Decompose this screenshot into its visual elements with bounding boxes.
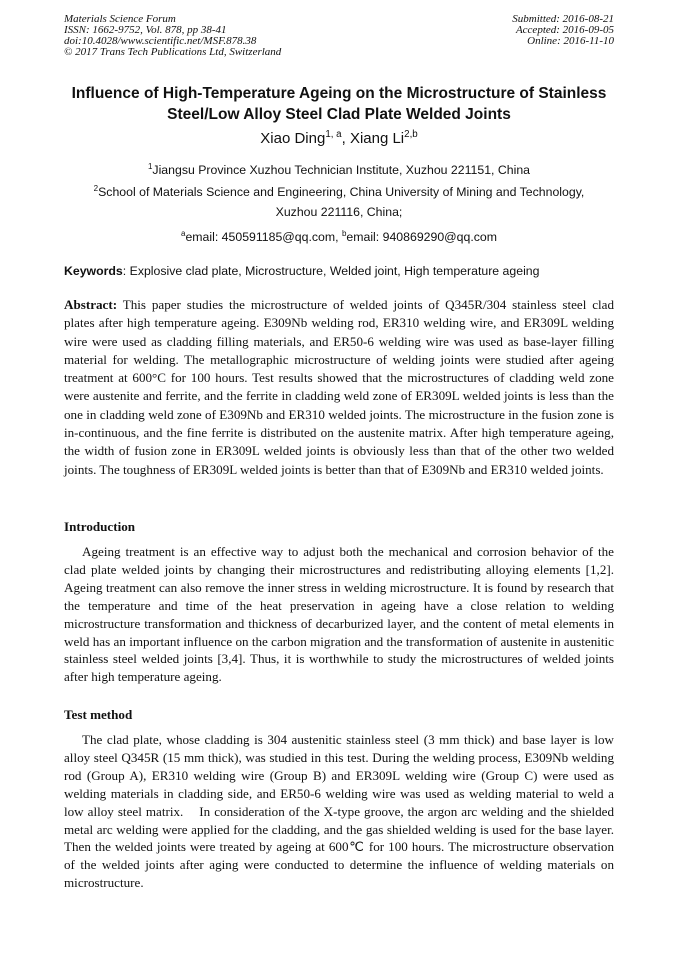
paper-title: Influence of High-Temperature Ageing on the Microstructure of Stainless Steel/Low Alloy Steel Clad Plate Welded Joints xyxy=(71,85,607,123)
email-a: email: 450591185@qq.com, xyxy=(185,230,342,244)
keywords-label: Keywords xyxy=(64,264,123,278)
introduction-paragraph: Ageing treatment is an effective way to adjust both the mechanical and corrosion behavior of the clad plate welded joints by changing their microstructures and redistributing alloying elements [1,2]. Ageing treatment can also remove the inner stress in welding microstructure. It is found by research that the temperature and time of the heat preservation in ageing have a close relation to welding microstructure transformation and thickness of decarburized layer, and the content of metal elements in weld has an important influence on the carbon migration and the transformation of austenite in austenitic stainless steel welded joints [3,4]. Thus, it is worthwhile to study the microstructures of welded joints after high temperature ageing. xyxy=(64,544,614,685)
emails xyxy=(40,227,638,247)
email-superscript: b xyxy=(341,228,347,238)
keywords-text: : Explosive clad plate, Microstructure, Welded joint, High temperature ageing xyxy=(122,264,540,278)
keywords xyxy=(64,264,540,278)
author-superscript: 2,b xyxy=(404,129,418,140)
author-name: Xiao Ding xyxy=(260,130,326,147)
copyright: © 2017 Trans Tech Publications Ltd, Switzerland xyxy=(64,46,282,58)
abstract xyxy=(64,296,614,479)
affiliation-number: 1 xyxy=(147,161,153,171)
email-b: email: 940869290@qq.com xyxy=(346,230,497,244)
affiliation-2 xyxy=(40,182,638,222)
online-date: Online: 2016-11-10 xyxy=(527,35,614,47)
journal-info xyxy=(64,14,281,58)
test-method-paragraph: The clad plate, whose cladding is 304 austenitic stainless steel (3 mm thick) and base layer is low alloy steel Q345R (15 mm thick), was studied in this test. During the welding process, E309Nb welding rod (Group A), ER310 welding wire (Group B) and ER309L welding wire (Group C) were used as welding materials in cladding side, and ER50-6 welding wire was used as welding material to weld a low alloy steel matrix. In consideration of the X-type groove, the argon arc welding and the shielded metal arc welding were applied for the cladding, and the gas shielded welding is used for the base layer. Then the welded joints were treated by ageing at 600℃ for 100 hours. The microstructure observation of the welded joints after aging were conducted to determine the influence of welding materials on microstructure. xyxy=(64,732,618,891)
affiliation-1 xyxy=(40,160,638,180)
section-heading-test-method: Test method xyxy=(64,707,133,722)
affiliation-text: Jiangsu Province Xuzhou Technician Institute, Xuzhou 221151, China xyxy=(152,163,531,177)
authors xyxy=(40,130,638,147)
submitted-date: Submitted: 2016-08-21 xyxy=(512,13,614,25)
author-superscript: 1, a xyxy=(325,129,342,140)
affiliation-text: School of Materials Science and Engineering, China University of Mining and Technology, xyxy=(98,185,585,199)
dates-info xyxy=(512,14,614,47)
email-superscript: a xyxy=(181,228,186,238)
journal-name: Materials Science Forum xyxy=(64,13,176,25)
abstract-label: Abstract: xyxy=(64,297,118,312)
abstract-text: This paper studies the microstructure of welded joints of Q345R/304 stainless steel clad plates after high temperature ageing. E309Nb welding rod, ER310 welding wire, and ER309L welding wire were used as cladding filling materials, and ER50-6 welding wire was used as base-layer filling material for welding. The metallographic microstructure of welding joints were studied after ageing treatment at 600°C for 100 hours. Test results showed that the microstructures of cladding weld zone were austenite and ferrite, and the ferrite in cladding weld zone of ER309L welded joints is less than the one in cladding weld zone of E309Nb and ER310 welded joints. The microstructure in the fusion zone is in-continuous, and the fine ferrite is distributed on the austenite matrix. After high temperature ageing, the width of fusion zone in ER309L welded joints is obviously less than that of the other two welded joints. The toughness of ER309L welded joints is better than that of E309Nb and ER310 welded joints. xyxy=(64,297,614,477)
affiliation-number: 2 xyxy=(93,183,99,193)
accepted-date: Accepted: 2016-09-05 xyxy=(515,24,614,36)
author-name: Xiang Li xyxy=(349,130,405,147)
affiliation-text: Xuzhou 221116, China; xyxy=(275,205,403,219)
section-heading-introduction: Introduction xyxy=(64,519,136,534)
author-separator: , xyxy=(341,130,350,147)
issn: ISSN: 1662-9752, Vol. 878, pp 38-41 xyxy=(64,24,227,36)
doi: doi:10.4028/www.scientific.net/MSF.878.38 xyxy=(64,35,257,47)
